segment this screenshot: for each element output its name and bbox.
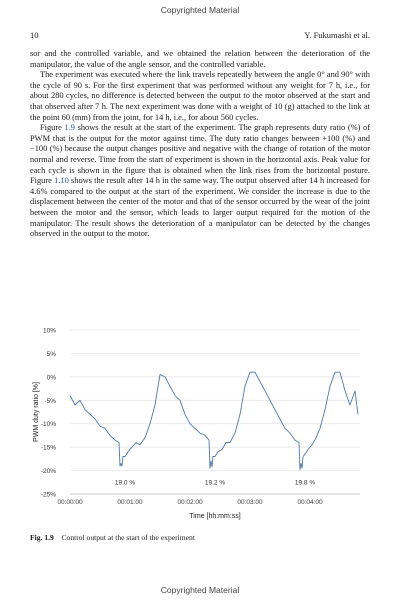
figure-reference-link[interactable]: 1.9 (64, 123, 75, 133)
copyright-banner-bottom: Copyrighted Material (160, 585, 240, 595)
paragraph-text: Figure (40, 123, 65, 133)
y-tick-label: -10% (40, 421, 56, 429)
peak-annotation: 19.2 % (204, 479, 226, 487)
figure-label: Fig. 1.9 (30, 533, 54, 542)
x-tick-label: 00:01:00 (117, 499, 143, 506)
paragraph (30, 123, 370, 240)
peak-annotation: 19.8 % (294, 479, 316, 487)
y-tick-label: -20% (40, 468, 56, 476)
y-tick-label: 10% (42, 327, 56, 335)
paragraph-text: shows the result at the start of the experiment. The graph represents duty ratio (%) of PWM that is the output for the motor against time. The duty ratio changes between +100 (%) and −100 (%) because the output changes positive and negative with the change of rotation of the motor normal and reverse. Time from the start of experiment is shown in the horizontal axis. Peak value for each cycle is shown in the figure that is obtained when the link rises from the horizontal posture. Figure (30, 123, 370, 186)
x-tick-label: 00:03:00 (237, 499, 263, 506)
copyright-banner-top: Copyrighted Material (160, 5, 240, 15)
paragraph (30, 49, 370, 70)
paragraph-text: The experiment was executed where the link travels repeatedly between the angle 0° and 90° with the cycle of 90 s. For the first experiment that was performed without any weight for 7 h, i.e., for about 280 cycles, no difference is detected between the output to the motor observed at the start and that observed after 7 h. The next experiment was done with a weight of 10 (g) attached to the link at the point 60 (mm) from the joint, for 14 h, i.e., for about 560 cycles. (30, 70, 370, 122)
paragraph-text: sor and the controlled variable, and we obtained the relation between the deterioration of the manipulator, the value of the angle sensor, and the controlled variable. (30, 49, 370, 69)
y-axis-label: PWM duty ratio [%] (33, 382, 40, 442)
x-tick-label: 00:02:00 (177, 499, 203, 506)
y-tick-label: -5% (44, 397, 56, 405)
figure-caption (30, 533, 370, 542)
body-text (30, 49, 370, 240)
series-line (70, 372, 358, 469)
figure-reference-link[interactable]: 1.10 (54, 176, 69, 186)
y-tick-label: 5% (46, 350, 56, 358)
paragraph-text: shows the result after 14 h in the same way. The output observed after 14 h increased for 4.6% compared to the output at the start of the experiment. We consider the increase is due to the displacement between the center of the motor and that of the sensor occurred by the wear of the joint between the motor and the sensor, which leads to larger output required for the motion of the manipulator. The result shows the deterioration of a manipulator can be detected by the changes observed in the output to the motor. (30, 176, 370, 239)
pwm-duty-ratio-chart (30, 318, 370, 528)
running-head-authors: Y. Fukumashi et al. (304, 30, 370, 40)
page-number: 10 (30, 30, 39, 40)
x-axis-label: Time [hh:mm:ss] (189, 513, 241, 520)
running-header (30, 30, 370, 42)
paragraph (30, 70, 370, 123)
figure-caption-text: Control output at the start of the experiment (61, 533, 195, 542)
x-tick-label: 00:00:00 (57, 499, 83, 506)
peak-annotation: 19.0 % (114, 479, 136, 487)
x-tick-label: 00:04:00 (297, 499, 323, 506)
y-tick-label: -15% (40, 444, 56, 452)
y-tick-label: 0% (46, 374, 56, 382)
y-tick-label: -25% (40, 491, 56, 499)
